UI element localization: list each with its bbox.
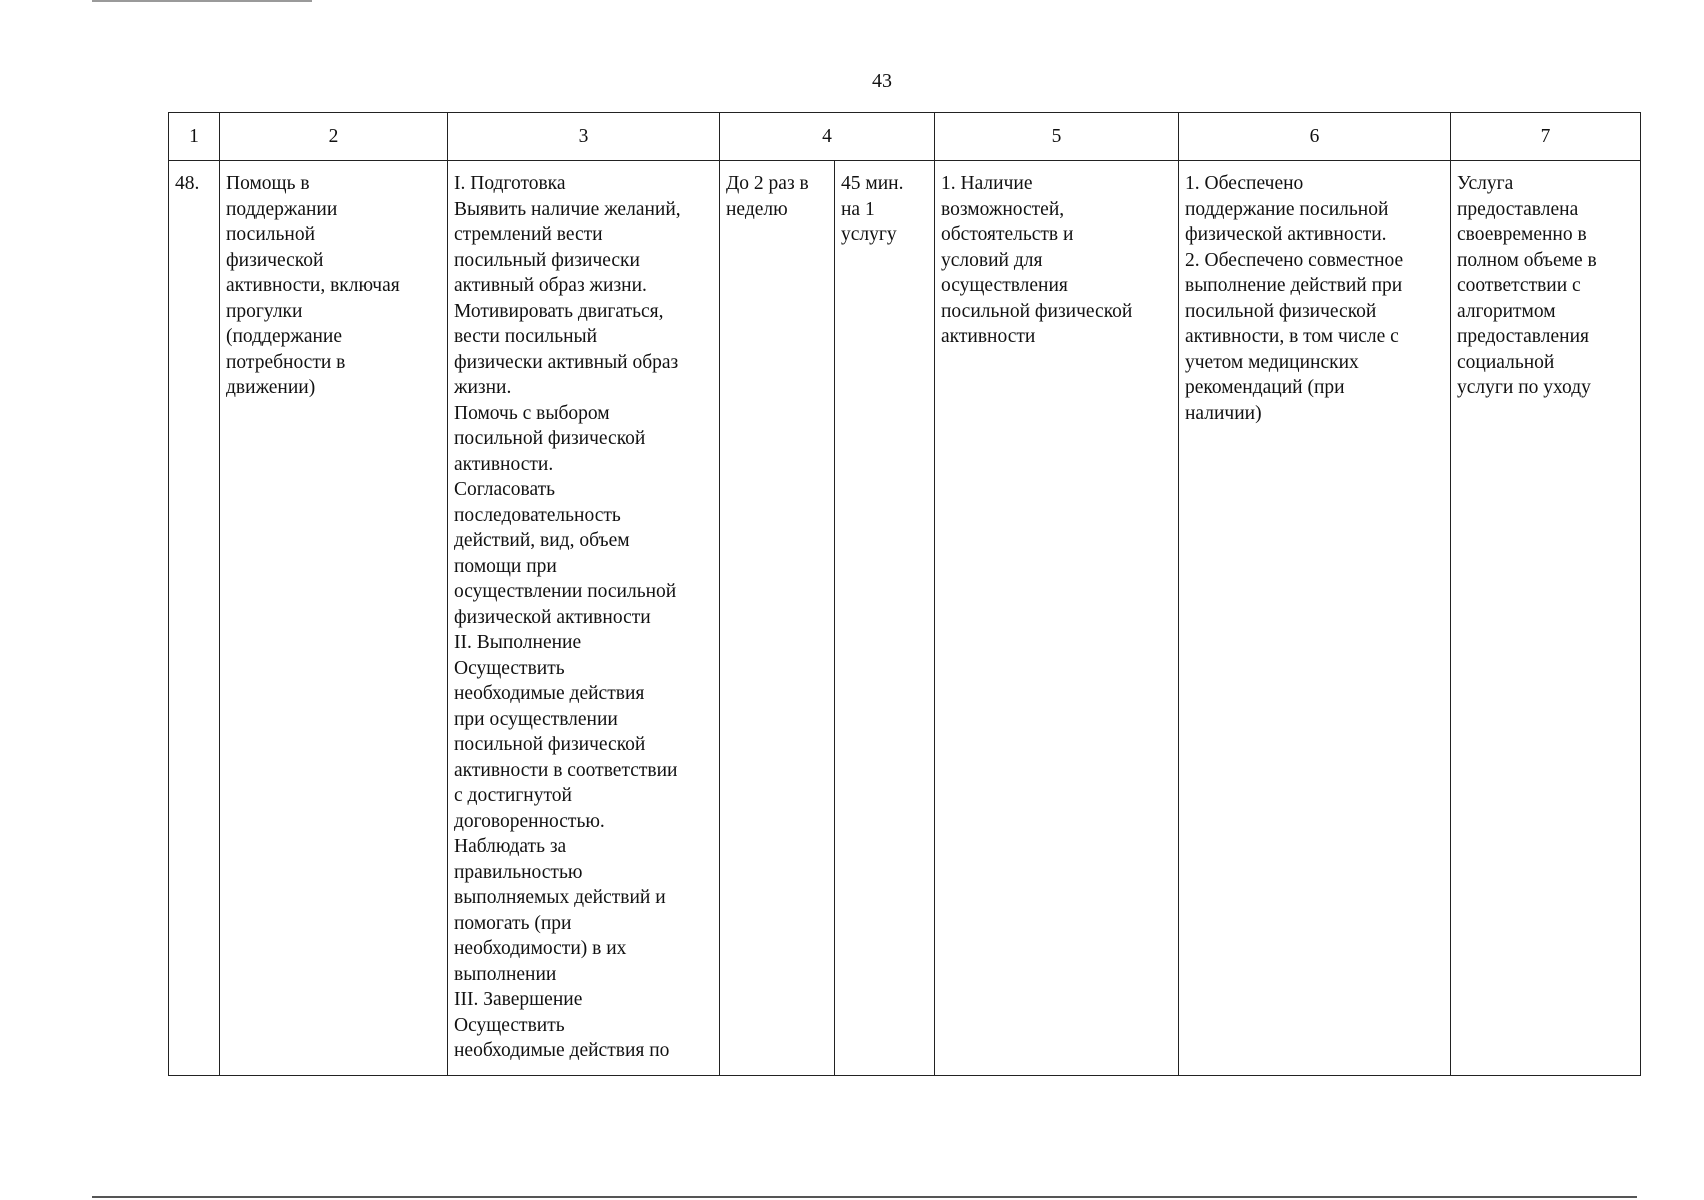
header-cell-7: 7 [1451, 113, 1641, 161]
table-row [169, 161, 1641, 1076]
quality-cell: Услуга предоставлена своевременно в полном объеме в соответствии с алгоритмом предоставления социальной услуги по уходу [1451, 161, 1641, 1076]
header-cell-1: 1 [169, 113, 220, 161]
header-cell-4: 4 [720, 113, 935, 161]
header-cell-6: 6 [1179, 113, 1451, 161]
page-number: 43 [872, 70, 892, 92]
bottom-scan-rule [92, 1196, 1637, 1198]
row-number-cell: 48. [169, 161, 220, 1076]
service-actions-cell: I. Подготовка Выявить наличие желаний, стремлений вести посильный физически активный образ жизни. Мотивировать двигаться, вести посильный физически активный образ жизни. Помочь с выбором посильной физической активности. Согласовать последовательность действий, вид, объем помощи при осуществлении посильной физической активности II. Выполнение Осуществить необходимые действия при осуществлении посильной физической активности в соответствии с достигнутой договоренностью. Наблюдать за правильностью выполняемых действий и помогать (при необходимости) в их выполнении III. Завершение Осуществить необходимые действия по [448, 161, 720, 1076]
header-cell-3: 3 [448, 113, 720, 161]
header-cell-2: 2 [220, 113, 448, 161]
duration-cell: 45 мин. на 1 услугу [835, 161, 935, 1076]
top-scan-rule [92, 0, 312, 2]
services-table [168, 112, 1641, 1076]
service-name-cell: Помощь в поддержании посильной физической активности, включая прогулки (поддержание потребности в движении) [220, 161, 448, 1076]
frequency-cell: До 2 раз в неделю [720, 161, 835, 1076]
results-cell: 1. Обеспечено поддержание посильной физической активности. 2. Обеспечено совместное выполнение действий при посильной физической активности, в том числе с учетом медицинских рекомендаций (при наличии) [1179, 161, 1451, 1076]
table-header-row [169, 113, 1641, 161]
header-cell-5: 5 [935, 113, 1179, 161]
conditions-cell: 1. Наличие возможностей, обстоятельств и условий для осуществления посильной физической активности [935, 161, 1179, 1076]
